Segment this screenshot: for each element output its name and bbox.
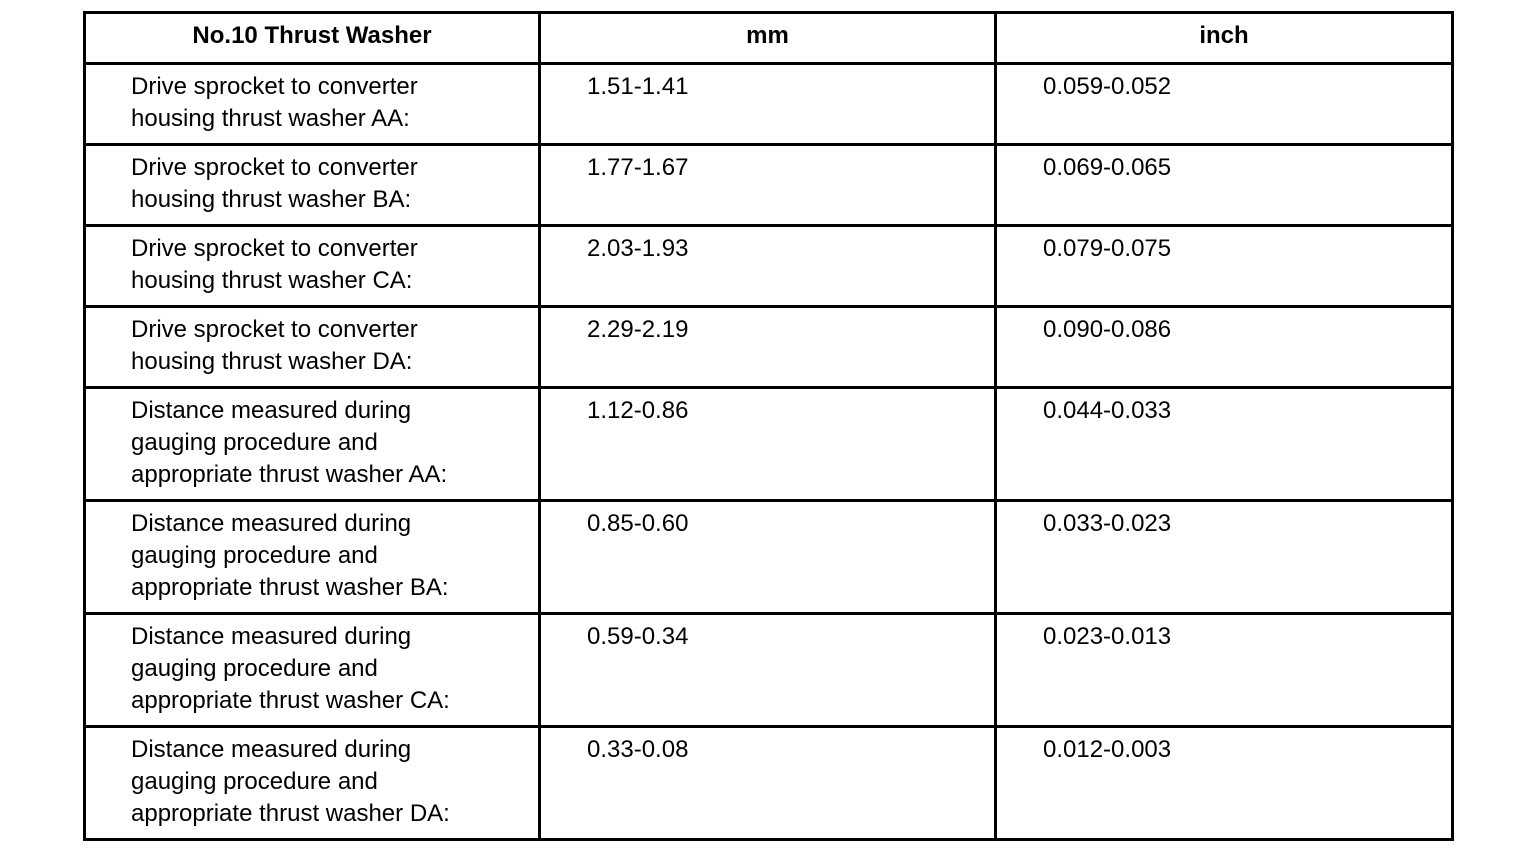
row-label: Distance measured during gauging procedure and appropriate thrust washer AA:	[85, 388, 540, 501]
thrust-washer-spec-table	[83, 11, 1454, 841]
row-mm-value: 0.85-0.60	[540, 501, 996, 614]
row-inch-value: 0.012-0.003	[996, 727, 1453, 840]
row-mm-value: 0.59-0.34	[540, 614, 996, 727]
table-row	[85, 501, 1453, 614]
row-inch-value: 0.069-0.065	[996, 145, 1453, 226]
row-inch-value: 0.059-0.052	[996, 64, 1453, 145]
column-header-inch: inch	[996, 13, 1453, 64]
table-row	[85, 388, 1453, 501]
row-inch-value: 0.033-0.023	[996, 501, 1453, 614]
table-row	[85, 727, 1453, 840]
row-inch-value: 0.044-0.033	[996, 388, 1453, 501]
row-label: Drive sprocket to converter housing thrust washer CA:	[85, 226, 540, 307]
row-label: Drive sprocket to converter housing thrust washer BA:	[85, 145, 540, 226]
table-row	[85, 614, 1453, 727]
table-row	[85, 64, 1453, 145]
table-row	[85, 145, 1453, 226]
table-row	[85, 226, 1453, 307]
column-header-item: No.10 Thrust Washer	[85, 13, 540, 64]
row-mm-value: 1.77-1.67	[540, 145, 996, 226]
row-inch-value: 0.090-0.086	[996, 307, 1453, 388]
row-label: Distance measured during gauging procedure and appropriate thrust washer CA:	[85, 614, 540, 727]
row-label: Drive sprocket to converter housing thrust washer AA:	[85, 64, 540, 145]
column-header-mm: mm	[540, 13, 996, 64]
table-header-row	[85, 13, 1453, 64]
row-mm-value: 2.03-1.93	[540, 226, 996, 307]
row-inch-value: 0.023-0.013	[996, 614, 1453, 727]
row-label: Distance measured during gauging procedure and appropriate thrust washer BA:	[85, 501, 540, 614]
row-mm-value: 2.29-2.19	[540, 307, 996, 388]
row-mm-value: 0.33-0.08	[540, 727, 996, 840]
row-mm-value: 1.12-0.86	[540, 388, 996, 501]
row-label: Distance measured during gauging procedure and appropriate thrust washer DA:	[85, 727, 540, 840]
row-label: Drive sprocket to converter housing thrust washer DA:	[85, 307, 540, 388]
row-mm-value: 1.51-1.41	[540, 64, 996, 145]
table-row	[85, 307, 1453, 388]
row-inch-value: 0.079-0.075	[996, 226, 1453, 307]
